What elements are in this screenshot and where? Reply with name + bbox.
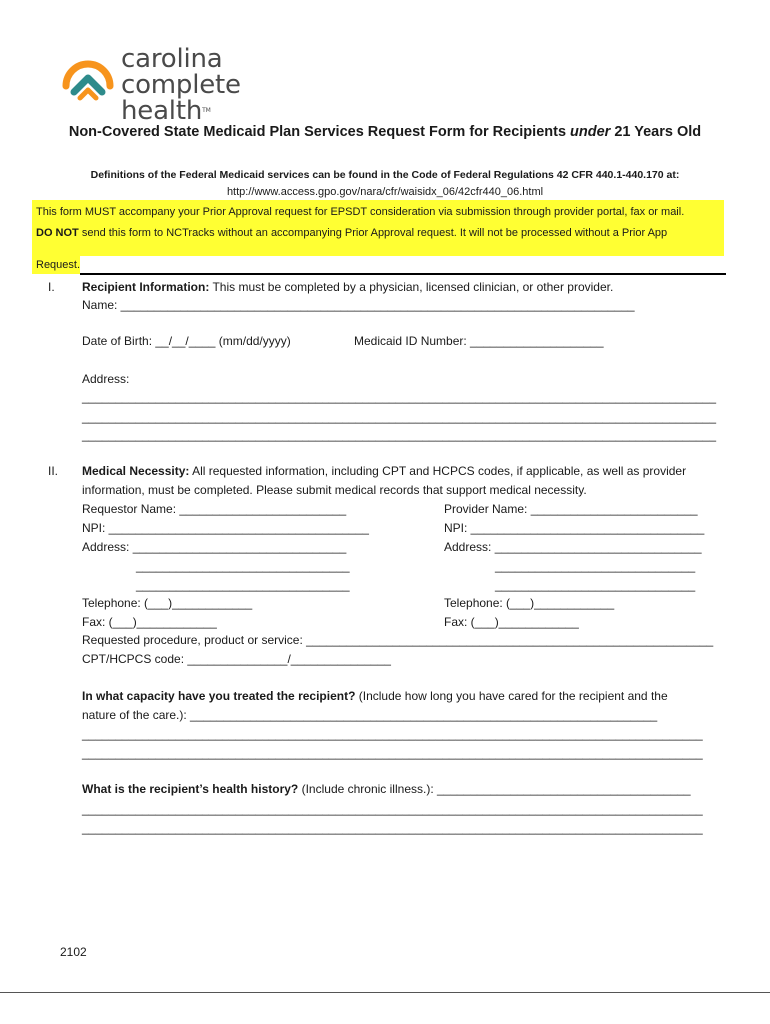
requestor-telephone-field[interactable]: Telephone: (___)____________ — [82, 596, 253, 610]
notice-line1: This form MUST accompany your Prior Approval request for EPSDT consideration via submission through provider portal, fax or mail. — [36, 206, 685, 218]
brand-line2: complete health — [121, 70, 241, 126]
name-field[interactable]: Name: _____________________________________________________________________________ — [82, 298, 635, 312]
page-title: Non-Covered State Medicaid Plan Services Request Form for Recipients under 21 Years Old — [68, 124, 702, 140]
provider-npi-field[interactable]: NPI: ___________________________________ — [444, 521, 705, 535]
provider-fax-field[interactable]: Fax: (___)____________ — [444, 615, 579, 629]
cpt-hcpcs-field[interactable]: CPT/HCPCS code: _______________/_______________ — [82, 652, 391, 666]
provider-address-field[interactable]: Address: _______________________________ — [444, 540, 702, 554]
address-label: Address: — [82, 372, 130, 386]
health-history-answer-line[interactable]: _____________________________________________________________________________________________ — [82, 802, 703, 816]
provider-telephone-field[interactable]: Telephone: (___)____________ — [444, 596, 615, 610]
provider-address-line[interactable]: ______________________________ — [495, 559, 696, 573]
address-line[interactable]: _______________________________________________________________________________________________ — [82, 410, 717, 424]
form-code: 2102 — [60, 945, 87, 959]
health-history-question: What is the recipient’s health history? (Include chronic illness.): ______________________________________ — [82, 782, 691, 796]
health-history-answer-line[interactable]: _____________________________________________________________________________________________ — [82, 821, 703, 835]
requestor-fax-field[interactable]: Fax: (___)____________ — [82, 615, 217, 629]
requestor-name-field[interactable]: Requestor Name: _________________________ — [82, 502, 347, 516]
provider-address-line[interactable]: ______________________________ — [495, 578, 696, 592]
section2-heading: Medical Necessity: All requested information, including CPT and HCPCS codes, if applicable, as well as provider — [82, 464, 687, 478]
provider-name-field[interactable]: Provider Name: _________________________ — [444, 502, 698, 516]
requestor-address-line[interactable]: ________________________________ — [136, 559, 350, 573]
section1-number: I. — [48, 280, 55, 294]
definitions-text: Definitions of the Federal Medicaid services can be found in the Code of Federal Regulations 42 CFR 440.1-440.170 at: — [90, 169, 680, 181]
capacity-answer-line[interactable]: nature of the care.): ______________________________________________________________________ — [82, 708, 658, 722]
medicaid-id-field[interactable]: Medicaid ID Number: ____________________ — [354, 334, 604, 348]
requestor-npi-field[interactable]: NPI: _______________________________________ — [82, 521, 369, 535]
notice-line3: Request. — [36, 259, 81, 271]
address-line[interactable]: _______________________________________________________________________________________________ — [82, 428, 717, 442]
requestor-address-line[interactable]: ________________________________ — [136, 578, 350, 592]
brand-line1: carolina — [121, 44, 223, 74]
section2-number: II. — [48, 464, 59, 478]
capacity-question: In what capacity have you treated the recipient? (Include how long you have cared for the recipient and the — [82, 689, 668, 703]
divider — [80, 273, 726, 275]
notice-line2: DO NOT send this form to NCTracks without an accompanying Prior Approval request. It will not be processed without a Prior App — [36, 227, 668, 239]
page-bottom-rule — [0, 992, 770, 993]
address-line[interactable]: _______________________________________________________________________________________________ — [82, 390, 717, 404]
section2-subtext: information, must be completed. Please submit medical records that support medical necessity. — [82, 483, 587, 497]
requested-procedure-field[interactable]: Requested procedure, product or service: _____________________________________________________________ — [82, 633, 714, 647]
brand-name — [121, 46, 328, 124]
dob-field[interactable]: Date of Birth: __/__/____ (mm/dd/yyyy) — [82, 334, 291, 348]
definitions-link[interactable]: http://www.access.gpo.gov/nara/cfr/waisidx_06/42cfr440_06.html — [226, 186, 544, 198]
carolina-complete-health-icon — [58, 46, 118, 106]
capacity-answer-line[interactable]: _____________________________________________________________________________________________ — [82, 746, 703, 760]
trademark: TM — [202, 107, 211, 114]
section1-heading: Recipient Information: This must be completed by a physician, licensed clinician, or other provider. — [82, 280, 614, 294]
capacity-answer-line[interactable]: _____________________________________________________________________________________________ — [82, 727, 703, 741]
brand-logo — [58, 44, 328, 126]
requestor-address-field[interactable]: Address: ________________________________ — [82, 540, 347, 554]
